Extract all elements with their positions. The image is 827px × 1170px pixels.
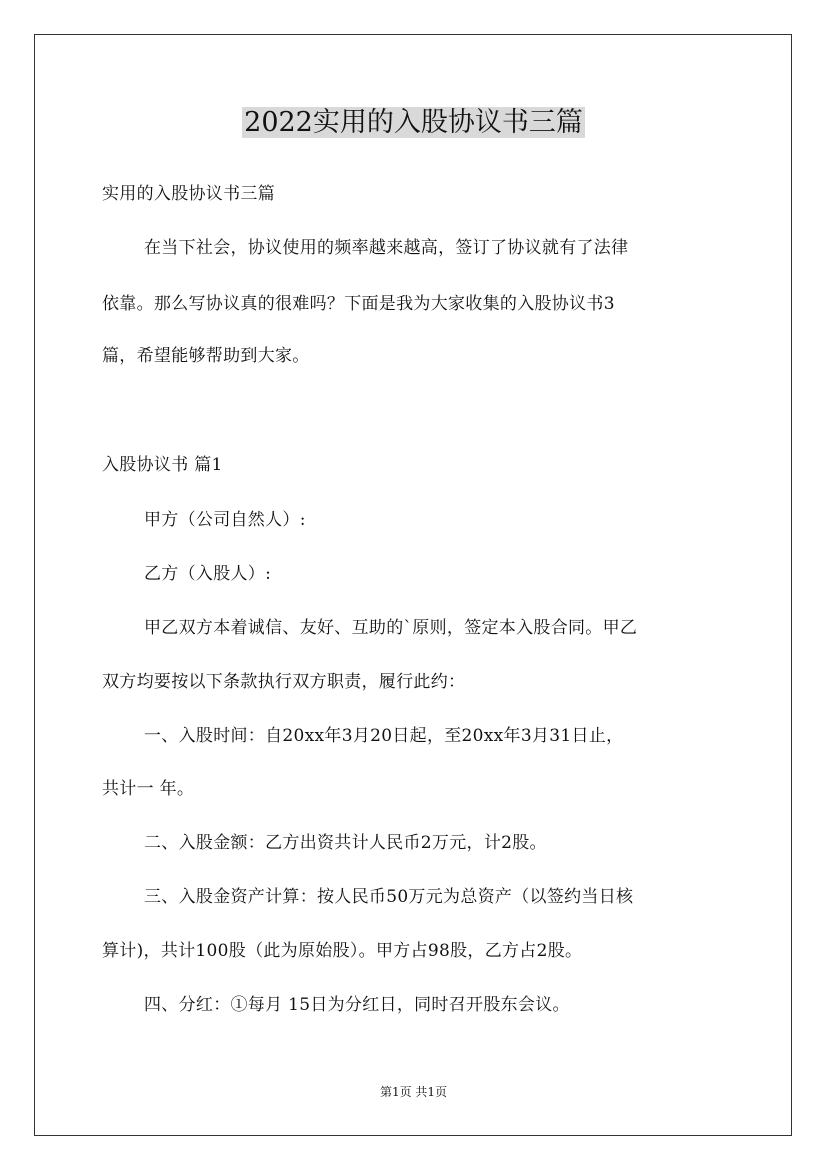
intro-line-2: 依靠。那么写协议真的很难吗？下面是我为大家收集的入股协议书3 xyxy=(102,294,615,314)
intro-line-3: 篇，希望能够帮助到大家。 xyxy=(102,346,310,366)
document-subtitle: 实用的入股协议书三篇 xyxy=(102,184,275,204)
clause-3-line-2: 算计)，共计100股（此为原始股）。甲方占98股，乙方占2股。 xyxy=(102,941,583,961)
clause-4-line: 四、分红：①每月 15日为分红日，同时召开股东会议。 xyxy=(144,995,570,1015)
clause-2-line: 二、入股金额：乙方出资共计人民币2万元，计2股。 xyxy=(144,833,547,853)
section-heading: 入股协议书 篇1 xyxy=(102,455,223,475)
party-a-line: 甲方（公司自然人）: xyxy=(144,510,306,530)
clause-1-line-1: 一、入股时间：自20xx年3月20日起，至20xx年3月31日止， xyxy=(144,726,624,746)
party-b-line: 乙方（入股人）: xyxy=(144,564,272,584)
principle-line-2: 双方均要按以下条款执行双方职责，履行此约： xyxy=(102,672,466,692)
document-title xyxy=(0,103,827,143)
clause-3-line-1: 三、入股金资产计算：按人民币50万元为总资产（以签约当日核 xyxy=(144,887,634,907)
clause-1-line-2: 共计一 年。 xyxy=(102,779,195,799)
principle-line-1: 甲乙双方本着诚信、友好、互助的`原则，签定本入股合同。甲乙 xyxy=(144,618,638,638)
document-title-text: 2022实用的入股协议书三篇 xyxy=(244,107,583,138)
page-footer: 第1页 共1页 xyxy=(379,1085,448,1099)
intro-line-1: 在当下社会，协议使用的频率越来越高，签订了协议就有了法律 xyxy=(144,238,629,258)
